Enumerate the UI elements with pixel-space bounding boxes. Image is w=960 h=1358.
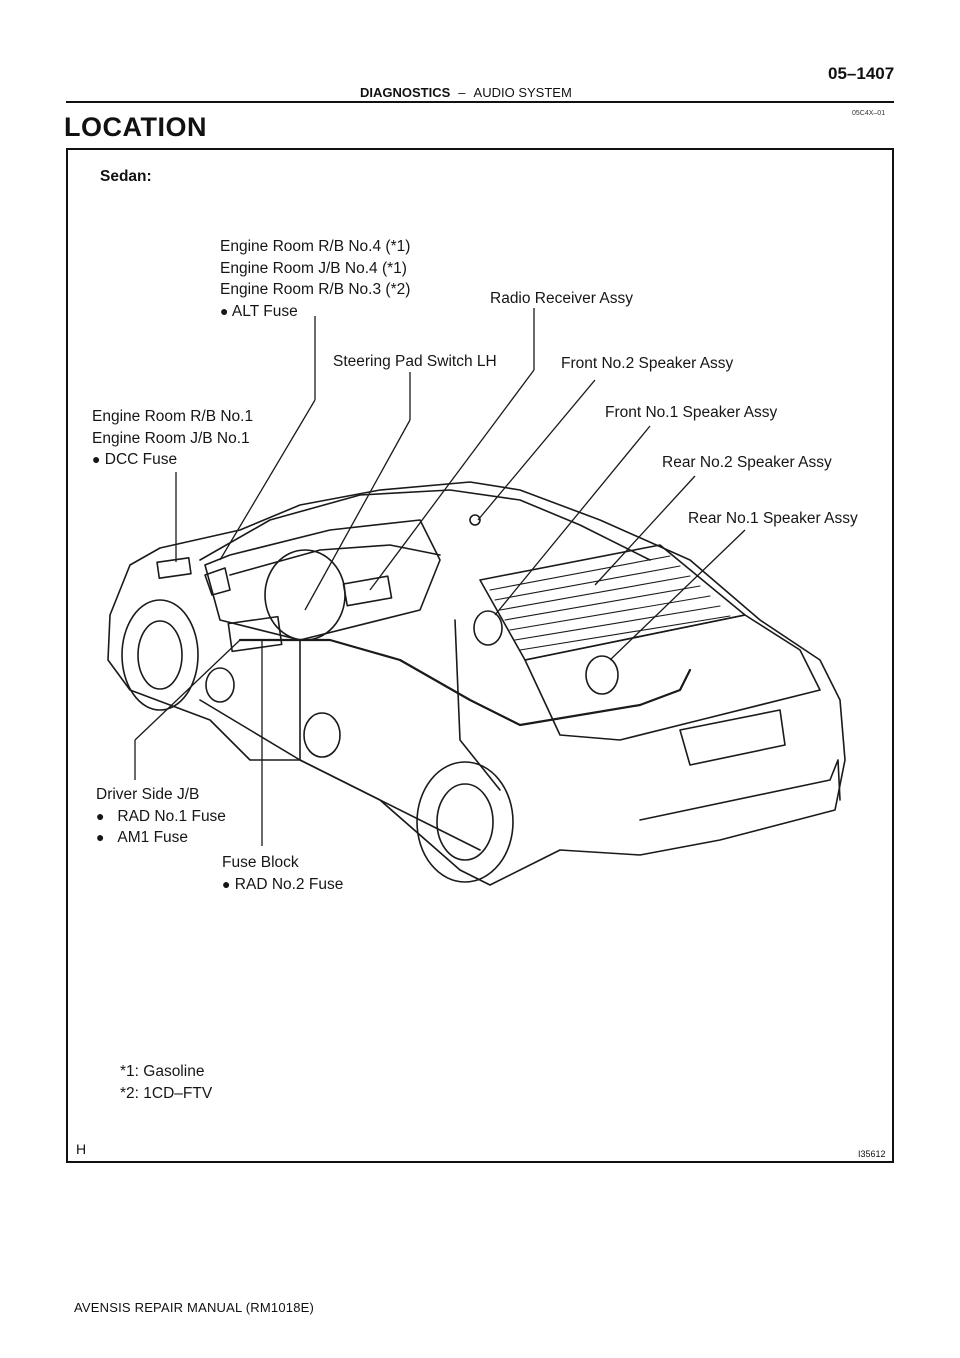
- figure-id: I35612: [858, 1149, 886, 1159]
- header-separator: –: [458, 85, 466, 100]
- callout-rear-no2-speaker: Rear No.2 Speaker Assy: [662, 454, 832, 471]
- rear-bumper: [640, 760, 840, 820]
- car-roof-outline: [200, 490, 650, 560]
- header-subsection: AUDIO SYSTEM: [473, 85, 572, 100]
- fuse-name: AM1 Fuse: [117, 829, 189, 846]
- bullet-icon: ●: [96, 807, 105, 824]
- callout-steering-pad: Steering Pad Switch LH: [333, 353, 497, 370]
- callout-fuse-block: [222, 852, 343, 895]
- rear-door-speaker: [304, 713, 340, 757]
- fuse-name: ALT Fuse: [231, 302, 298, 320]
- page-number: 05–1407: [828, 64, 895, 83]
- fuse-name: RAD No.2 Fuse: [234, 875, 344, 893]
- callout-fuse-line: [96, 827, 226, 849]
- callout-fuse-line: [96, 806, 226, 828]
- callout-engine-room-upper: [220, 236, 410, 322]
- wiring-harness: [240, 640, 690, 725]
- front-door-speaker: [206, 668, 234, 702]
- header-section: DIAGNOSTICS: [360, 85, 451, 100]
- callout-rear-no1-speaker: Rear No.1 Speaker Assy: [688, 510, 858, 527]
- figure-notes: [120, 1061, 212, 1104]
- bullet-icon: ●: [222, 875, 231, 892]
- callout-radio-receiver: Radio Receiver Assy: [490, 290, 634, 307]
- document-code: 05C4X–01: [852, 110, 886, 117]
- callout-fuse-line: [92, 449, 253, 471]
- leader-front-no2-speaker: [478, 380, 595, 520]
- rear-wheel-inner: [437, 784, 493, 860]
- note-gasoline: *1: Gasoline: [120, 1063, 205, 1080]
- bullet-icon: ●: [220, 302, 229, 319]
- callout-fuse-line: [220, 301, 410, 323]
- leader-front-no1-speaker: [495, 426, 650, 615]
- front-wheel: [122, 600, 198, 710]
- callout-line: Engine Room R/B No.3 (*2): [220, 281, 411, 298]
- callout-line: Engine Room J/B No.4 (*1): [220, 259, 407, 277]
- callout-driver-side-jb: [96, 784, 226, 849]
- radio-unit: [343, 576, 391, 605]
- front-wheel-inner: [138, 621, 182, 689]
- callout-line: Engine Room J/B No.1: [92, 429, 250, 447]
- dashboard: [230, 545, 440, 575]
- steering-wheel: [265, 550, 345, 640]
- callout-title: Driver Side J/B: [96, 786, 200, 803]
- section-title: LOCATION: [64, 112, 207, 142]
- callout-front-no1-speaker: Front No.1 Speaker Assy: [605, 404, 778, 421]
- callout-line: Engine Room R/B No.4 (*1): [220, 238, 411, 255]
- figure-mark: H: [76, 1141, 87, 1157]
- bullet-icon: ●: [96, 829, 105, 845]
- variant-label: Sedan:: [100, 168, 152, 185]
- callout-front-no2-speaker: Front No.2 Speaker Assy: [561, 355, 734, 372]
- callout-title: Fuse Block: [222, 854, 299, 871]
- leader-rear-no2-speaker: [595, 476, 695, 585]
- engine-room-box: [157, 558, 191, 578]
- fuse-name: RAD No.1 Fuse: [117, 807, 226, 825]
- callout-engine-room-lower: [92, 406, 253, 471]
- bullet-icon: ●: [92, 451, 101, 467]
- rear-deck-speaker-right: [586, 656, 618, 694]
- fuse-name: DCC Fuse: [104, 451, 178, 468]
- note-diesel: *2: 1CD–FTV: [120, 1084, 213, 1102]
- rear-wheel: [417, 762, 513, 882]
- callout-line: Engine Room R/B No.1: [92, 408, 254, 425]
- license-plate-area: [680, 710, 785, 765]
- callout-fuse-line: [222, 874, 343, 896]
- trunk-lid: [525, 615, 820, 740]
- footer: AVENSIS REPAIR MANUAL (RM1018E): [74, 1300, 315, 1315]
- rear-deck-speaker-left: [474, 611, 502, 645]
